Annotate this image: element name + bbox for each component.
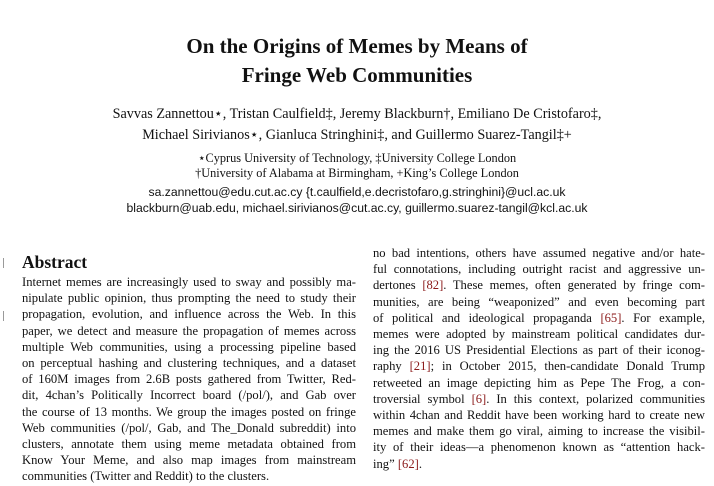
citation-link[interactable]: [21]: [409, 359, 431, 374]
body-text-line: [373, 358, 705, 374]
title-line: On the Origins of Memes by Means of: [186, 34, 528, 58]
author-line: Savvas Zannettou⋆, Tristan Caulfield‡, Jeremy Blackburn†, Emiliano De Cristofaro‡,: [112, 106, 602, 122]
author-line: Michael Sirivianos⋆, Gianluca Stringhini‡, and Guillermo Suarez-Tangil‡+: [142, 127, 572, 143]
body-text-line: [373, 245, 705, 261]
abstract-text-line: clusters, annotate them using meme metadata obtained from: [22, 437, 356, 452]
abstract-text-line: Web communities (/pol/, Gab, and The_Donald subreddit) into: [22, 420, 356, 435]
text-segment: raphy: [373, 359, 410, 374]
abstract-text-line: nipulate public opinion, thus prompting the need to study their: [22, 291, 356, 306]
text-segment: ing”: [373, 456, 398, 471]
body-text-line: [373, 294, 705, 310]
text-segment: . These memes, often generated by fringe com-: [443, 278, 705, 293]
abstract-text-line: Internet memes are increasingly used to sway and possibly ma-: [22, 275, 356, 289]
margin-mark: [3, 311, 10, 321]
text-segment: memes were adopted by mainstream political candidates dur-: [373, 327, 705, 342]
citation-link[interactable]: [82]: [422, 278, 444, 293]
text-segment: retweeted an image depicting him as Pepe The Frog, a con-: [373, 375, 705, 390]
text-segment: no bad intentions, others have assumed negative and/or hate-: [373, 246, 705, 260]
text-segment: of political and ideological propaganda: [373, 310, 601, 325]
body-text-line: [373, 277, 705, 293]
affiliation-line: ⋆Cyprus University of Technology, ‡University College London: [197, 151, 517, 165]
text-segment: ful connotations, including outright racist and aggressive un-: [373, 262, 705, 277]
text-segment: dertones: [373, 278, 423, 293]
text-segment: .: [418, 456, 422, 471]
text-segment: ; in October 2015, then-candidate Donald Trump: [430, 359, 706, 374]
abstract-text-line: paper, we detect and measure the propagation of memes across: [22, 323, 356, 338]
body-text-line: [373, 439, 705, 455]
body-text-line: [373, 423, 705, 439]
abstract-text-line: communities (Twitter and Reddit) to the clusters.: [22, 469, 270, 484]
body-text-line: [373, 375, 705, 391]
text-segment: munities, are being “weaponized” and even becoming part: [373, 294, 705, 309]
email-line: sa.zannettou@edu.cut.ac.cy {t.caulfield,e.decristofaro,g.stringhini}@ucl.ac.uk: [148, 185, 566, 199]
body-text-line: [373, 261, 705, 277]
text-segment: . For example,: [621, 310, 705, 325]
body-text-line: [373, 391, 705, 407]
abstract-text-line: the course of 13 months. We group the images posted on fringe: [22, 404, 356, 419]
abstract-left-column: [22, 274, 356, 485]
body-text-line: [373, 342, 705, 358]
abstract-heading: Abstract: [22, 252, 88, 272]
citation-link[interactable]: [65]: [600, 310, 622, 325]
text-segment: within 4chan and Reddit have been working hard to create new: [373, 408, 705, 423]
author-list: [0, 104, 714, 146]
citation-link[interactable]: [6]: [471, 391, 487, 406]
text-segment: . In this context, polarized communities: [486, 391, 705, 406]
body-text-line: [373, 310, 705, 326]
text-segment: ity of their ideas—a phenomenon known as “attention hack-: [373, 440, 705, 455]
abstract-text-line: of 160M images from 2.6B posts gathered from Twitter, Red-: [22, 372, 356, 387]
abstract-right-column: [373, 245, 705, 472]
email-line: blackburn@uab.edu, michael.sirivianos@cut.ac.cy, guillermo.suarez-tangil@kcl.ac.uk: [126, 201, 588, 215]
body-text-line: [373, 326, 705, 342]
abstract-text-line: propagation, evolution, and influence across the Web. In this: [22, 307, 356, 322]
title-line: Fringe Web Communities: [241, 63, 473, 87]
abstract-text-line: on perceptual hashing and clustering techniques, and a dataset: [22, 356, 356, 371]
citation-link[interactable]: [62]: [397, 456, 419, 471]
paper-title: [0, 32, 714, 90]
abstract-text-line: multiple Web communities, using a processing pipeline based: [22, 339, 356, 354]
text-segment: memes and make them go viral, aiming to increase the visibil-: [373, 424, 705, 439]
affiliation-line: †University of Alabama at Birmingham, +King’s College London: [195, 166, 519, 180]
abstract-text-line: dit, 4chan’s Politically Incorrect board (/pol/), and Gab over: [22, 388, 356, 403]
text-segment: ing the 2016 US Presidential Elections as part of their iconog-: [373, 343, 705, 358]
body-text-line: [373, 456, 705, 472]
abstract-text-line: Know Your Meme, and also map images from mainstream: [22, 453, 356, 468]
affiliation-list: [0, 151, 714, 181]
body-text-line: [373, 407, 705, 423]
email-list: [0, 184, 714, 216]
text-segment: troversial symbol: [373, 391, 472, 406]
margin-mark: [3, 258, 10, 268]
